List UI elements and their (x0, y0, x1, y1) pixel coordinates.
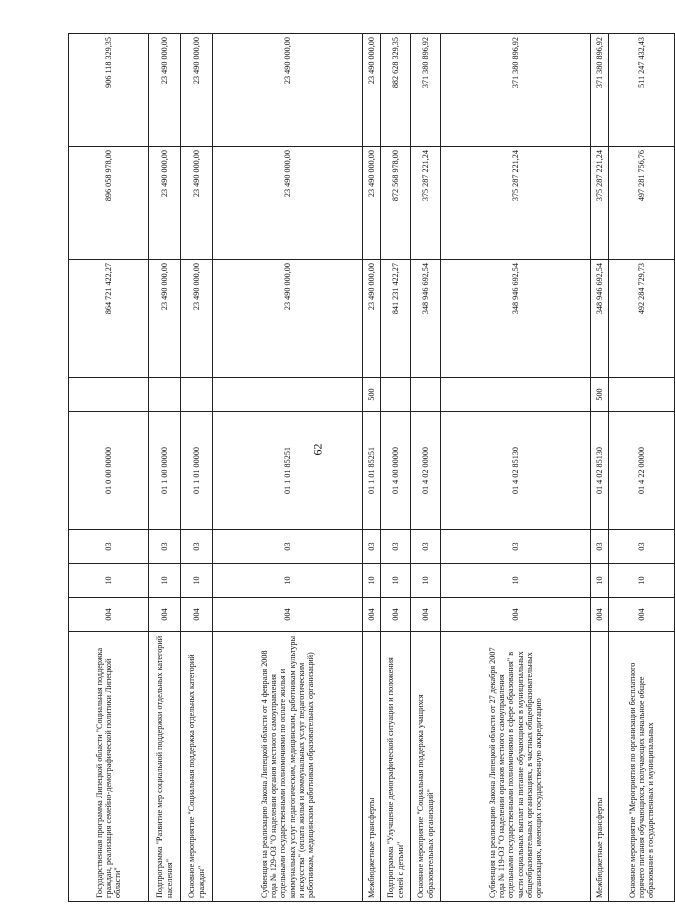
section-code-cell: 10 (363, 564, 381, 598)
expense-type-cell (411, 378, 441, 412)
row-name-cell: Межбюджетные трансферты (591, 632, 609, 902)
expense-type-cell: 500 (591, 378, 609, 412)
target-article-cell: 01 4 02 85130 (591, 412, 609, 530)
table-row (149, 34, 181, 902)
table-row (441, 34, 591, 902)
amount-year1-cell: 348 946 692,54 (441, 260, 591, 378)
target-article-cell: 01 1 00 00000 (149, 412, 181, 530)
amount-year3-cell: 371 380 896,92 (441, 34, 591, 147)
section-code-cell: 10 (381, 564, 411, 598)
table-row (381, 34, 411, 902)
subsection-code-cell: 03 (213, 530, 363, 564)
gr-code-cell: 004 (441, 598, 591, 632)
amount-year2-cell: 23 490 000,00 (181, 147, 213, 260)
table-row (591, 34, 609, 902)
amount-year2-cell: 375 287 221,24 (591, 147, 609, 260)
section-code-cell: 10 (213, 564, 363, 598)
row-name-cell: Подпрограмма "Улучшение демографической ситуации и положения семей с детьми" (381, 632, 411, 902)
amount-year2-cell: 23 490 000,00 (213, 147, 363, 260)
amount-year1-cell: 348 946 692,54 (591, 260, 609, 378)
amount-year3-cell: 371 380 896,92 (591, 34, 609, 147)
row-name-cell: Основное мероприятие "Мероприятия по организации бесплатного горячего питания обучающихся, получающих начальное общее образование в государственных и муниципальных (609, 632, 675, 902)
target-article-cell: 01 1 01 85251 (363, 412, 381, 530)
expense-type-cell (213, 378, 363, 412)
expense-type-cell (181, 378, 213, 412)
amount-year1-cell: 841 231 422,27 (381, 260, 411, 378)
expense-type-cell: 500 (363, 378, 381, 412)
subsection-code-cell: 03 (609, 530, 675, 564)
expense-type-cell (69, 378, 149, 412)
amount-year3-cell: 371 380 896,92 (411, 34, 441, 147)
target-article-cell: 01 4 00 00000 (381, 412, 411, 530)
amount-year1-cell: 23 490 000,00 (363, 260, 381, 378)
table-row (181, 34, 213, 902)
row-name-cell: Основное мероприятие "Социальная поддержка отдельных категорий граждан" (181, 632, 213, 902)
section-code-cell: 10 (591, 564, 609, 598)
amount-year1-cell: 492 284 729,73 (609, 260, 675, 378)
target-article-cell: 01 4 22 00000 (609, 412, 675, 530)
amount-year2-cell: 896 058 978,00 (69, 147, 149, 260)
amount-year2-cell: 375 287 221,24 (441, 147, 591, 260)
amount-year3-cell: 23 490 000,00 (213, 34, 363, 147)
expense-type-cell (381, 378, 411, 412)
amount-year3-cell: 23 490 000,00 (363, 34, 381, 147)
amount-year2-cell: 23 490 000,00 (363, 147, 381, 260)
row-name-cell: Основное мероприятие "Социальная поддержка учащихся образовательных организаций" (411, 632, 441, 902)
row-name-cell: Межбюджетные трансферты (363, 632, 381, 902)
amount-year1-cell: 23 490 000,00 (181, 260, 213, 378)
budget-table (68, 33, 675, 902)
row-name-cell: Государственная программа Липецкой области "Социальная поддержка граждан, реализация семейно-демографической политики Липецкой области" (69, 632, 149, 902)
gr-code-cell: 004 (609, 598, 675, 632)
table-row (609, 34, 675, 902)
section-code-cell: 10 (609, 564, 675, 598)
row-name-cell: Субвенция на реализацию Закона Липецкой области от 4 февраля 2008 года № 129-ОЗ "О наделении органов местного самоуправления отдельными государственными полномочиями по оплате жилья и коммунальных услуг педагогическим, медицинским, работникам культуры и искусства" (оплата жилья и коммунальных услуг педагогическим работникам, медицинским работникам образовательных организаций) (213, 632, 363, 902)
amount-year2-cell: 375 287 221,24 (411, 147, 441, 260)
row-name-cell: Субвенция на реализацию Закона Липецкой области от 27 декабря 2007 года № 119-ОЗ "О наделении органов местного самоуправления отдельными государственными полномочиями в сфере образования" в части социальных выплат на питание обучающимся в муниципальных общеобразовательных организациях, в частных общеобразовательных организациях, имеющих государственную аккредитацию (441, 632, 591, 902)
amount-year2-cell: 872 568 978,00 (381, 147, 411, 260)
target-article-cell: 01 1 01 85251 (213, 412, 363, 530)
subsection-code-cell: 03 (181, 530, 213, 564)
budget-table-container (68, 34, 656, 902)
section-code-cell: 10 (411, 564, 441, 598)
target-article-cell: 01 0 00 00000 (69, 412, 149, 530)
amount-year3-cell: 906 118 329,35 (69, 34, 149, 147)
target-article-cell: 01 4 02 00000 (411, 412, 441, 530)
subsection-code-cell: 03 (591, 530, 609, 564)
subsection-code-cell: 03 (149, 530, 181, 564)
gr-code-cell: 004 (181, 598, 213, 632)
subsection-code-cell: 03 (69, 530, 149, 564)
amount-year2-cell: 23 490 000,00 (149, 147, 181, 260)
amount-year1-cell: 23 490 000,00 (213, 260, 363, 378)
amount-year3-cell: 511 247 432,43 (609, 34, 675, 147)
amount-year1-cell: 348 946 692,54 (411, 260, 441, 378)
expense-type-cell (149, 378, 181, 412)
table-row (213, 34, 363, 902)
expense-type-cell (609, 378, 675, 412)
section-code-cell: 10 (181, 564, 213, 598)
expense-type-cell (441, 378, 591, 412)
gr-code-cell: 004 (411, 598, 441, 632)
section-code-cell: 10 (149, 564, 181, 598)
gr-code-cell: 004 (381, 598, 411, 632)
amount-year1-cell: 864 721 422,27 (69, 260, 149, 378)
amount-year2-cell: 497 281 756,76 (609, 147, 675, 260)
table-row (69, 34, 149, 902)
amount-year3-cell: 23 490 000,00 (149, 34, 181, 147)
row-name-cell: Подпрограмма "Развитие мер социальной поддержки отдельных категорий населения" (149, 632, 181, 902)
subsection-code-cell: 03 (411, 530, 441, 564)
amount-year3-cell: 23 490 000,00 (181, 34, 213, 147)
gr-code-cell: 004 (213, 598, 363, 632)
gr-code-cell: 004 (149, 598, 181, 632)
target-article-cell: 01 4 02 85130 (441, 412, 591, 530)
amount-year3-cell: 882 628 329,35 (381, 34, 411, 147)
gr-code-cell: 004 (69, 598, 149, 632)
section-code-cell: 10 (69, 564, 149, 598)
subsection-code-cell: 03 (363, 530, 381, 564)
amount-year1-cell: 23 490 000,00 (149, 260, 181, 378)
section-code-cell: 10 (441, 564, 591, 598)
gr-code-cell: 004 (591, 598, 609, 632)
gr-code-cell: 004 (363, 598, 381, 632)
subsection-code-cell: 03 (441, 530, 591, 564)
table-row (363, 34, 381, 902)
page-number: 62 (310, 443, 325, 456)
target-article-cell: 01 1 01 00000 (181, 412, 213, 530)
subsection-code-cell: 03 (381, 530, 411, 564)
table-row (411, 34, 441, 902)
